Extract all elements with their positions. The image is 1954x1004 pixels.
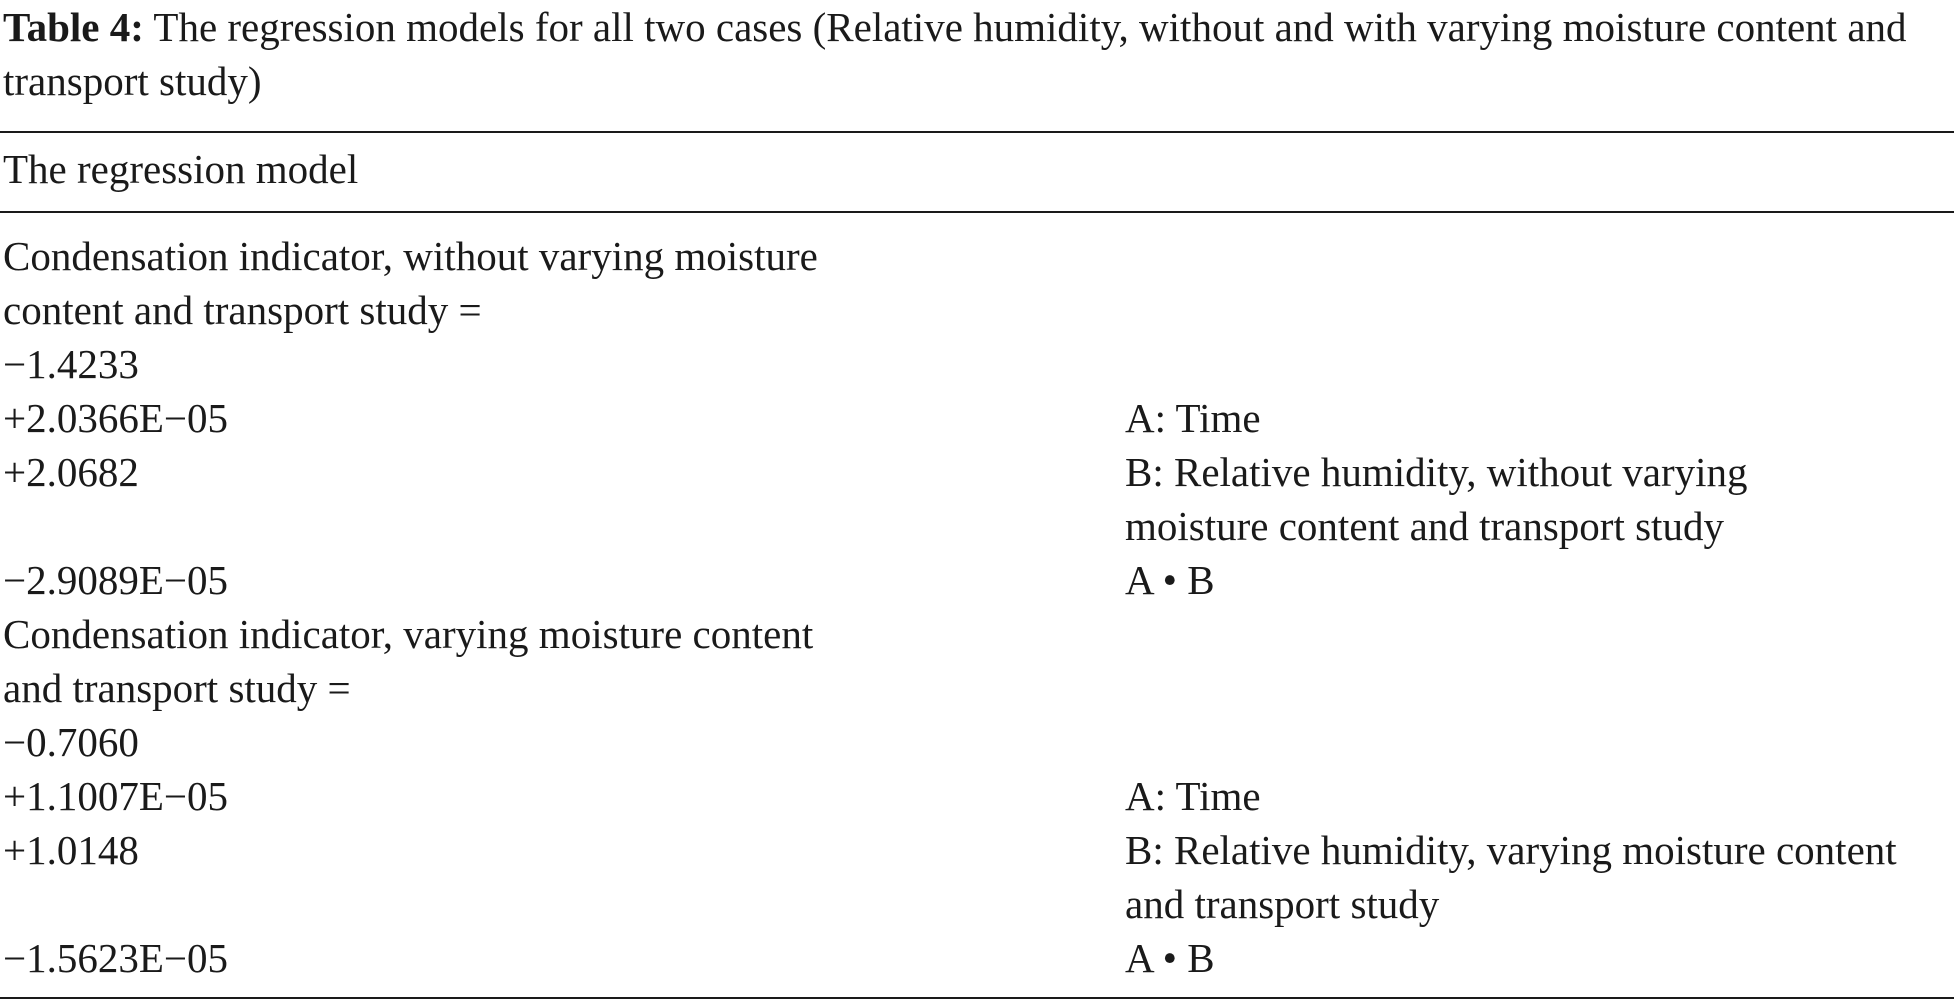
coefficient-value: +1.0148 (3, 827, 139, 873)
coefficient-value: −2.9089E−05 (3, 557, 229, 603)
coefficient-value: −1.4233 (3, 341, 139, 387)
term-label: A • B (1125, 935, 1215, 981)
table-row (3, 715, 1951, 769)
table-row (3, 931, 1951, 985)
model-equation-heading: Condensation indicator, without varying moisture content and transport study = (3, 233, 818, 333)
term-label: A: Time (1125, 395, 1261, 441)
term-label: A: Time (1125, 773, 1261, 819)
table-row (3, 445, 1951, 553)
term-label (1125, 337, 1901, 391)
table-header-rule (0, 211, 1954, 213)
coefficient-value: +2.0682 (3, 449, 139, 495)
table-row (3, 553, 1951, 607)
coefficient-value: −1.5623E−05 (3, 935, 229, 981)
table-caption-label: Table 4: (3, 4, 144, 50)
term-label: B: Relative humidity, varying moisture content and transport study (1125, 827, 1897, 927)
table-row (3, 391, 1951, 445)
table-row (3, 607, 1951, 715)
coefficient-value: −0.7060 (3, 719, 139, 765)
model-equation-heading: Condensation indicator, varying moisture content and transport study = (3, 611, 814, 711)
table-row (3, 769, 1951, 823)
term-label: B: Relative humidity, without varying moisture content and transport study (1125, 449, 1748, 549)
table-caption (3, 0, 1951, 108)
term-label (1125, 715, 1901, 769)
table-row (3, 823, 1951, 931)
coefficient-value: +2.0366E−05 (3, 395, 229, 441)
table-top-rule (0, 131, 1954, 133)
term-label: A • B (1125, 557, 1215, 603)
coefficient-value: +1.1007E−05 (3, 773, 229, 819)
table-row (3, 229, 1951, 337)
table-caption-text: The regression models for all two cases (Relative humidity, without and with varying moisture content and transport study) (3, 4, 1907, 104)
table-row (3, 337, 1951, 391)
table-bottom-rule (0, 997, 1954, 999)
table-body (3, 229, 1951, 985)
column-header: The regression model (3, 146, 359, 192)
